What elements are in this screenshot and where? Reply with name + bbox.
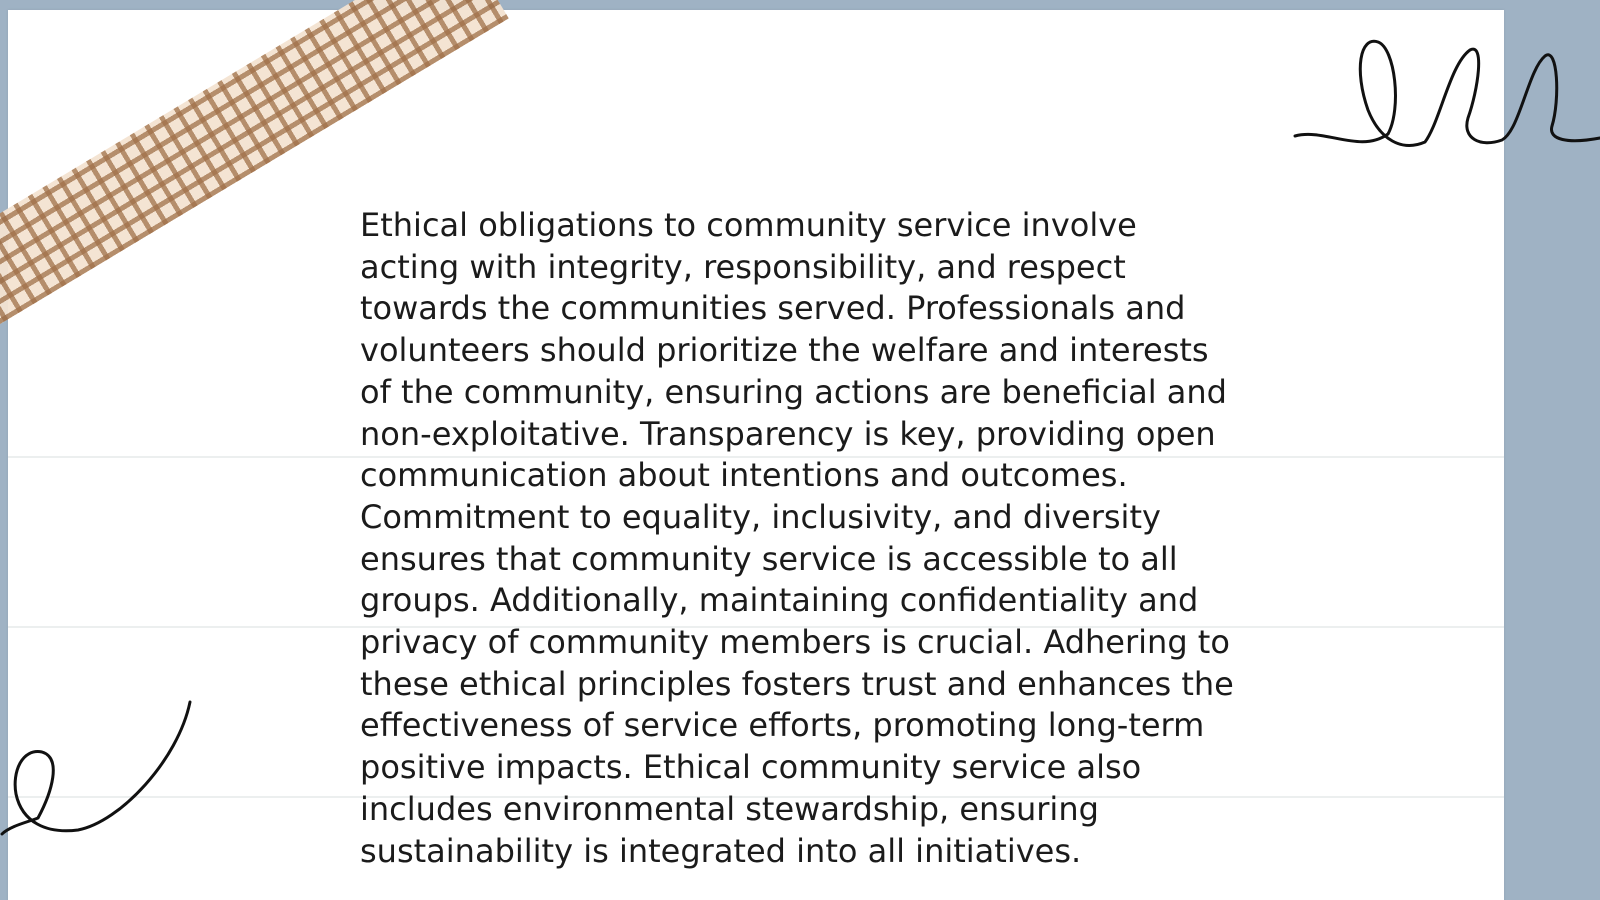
loop-scribble-icon <box>1290 30 1600 170</box>
check-scribble-icon <box>0 700 200 850</box>
body-paragraph: Ethical obligations to community service involve acting with integrity, responsibility, and respect towards the communities served. Professionals and volunteers should prioritize the welfare and interests of the community, ensuring actions are beneficial and non-exploitative. Transparency is key, providing open communication about intentions and outcomes. Commitment to equality, inclusivity, and diversity ensures that community service is accessible to all groups. Additionally, maintaining confidentiality and privacy of community members is crucial. Adhering to these ethical principles fosters trust and enhances the effectiveness of service efforts, promoting long-term positive impacts. Ethical community service also includes environmental stewardship, ensuring sustainability is integrated into all initiatives. <box>360 206 1234 870</box>
